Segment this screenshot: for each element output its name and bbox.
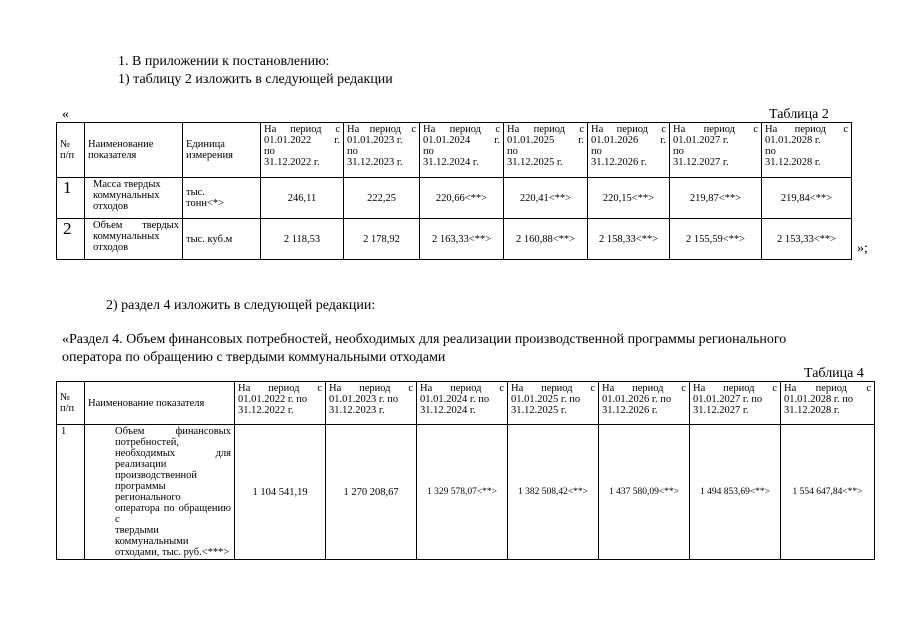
table-cell: 1 104 541,19 bbox=[235, 425, 326, 560]
header-line: Наименование bbox=[88, 139, 154, 150]
table2-header-period bbox=[762, 123, 852, 178]
header-line: 31.12.2028 г. bbox=[765, 157, 821, 168]
table2-header-period bbox=[261, 123, 344, 178]
table-cell: 2 163,33<**> bbox=[420, 219, 504, 260]
table4-header-period bbox=[417, 382, 508, 425]
section4-title-line2: оператора по обращению с твердыми коммунальными отходами bbox=[62, 350, 446, 365]
row-name bbox=[85, 178, 183, 219]
paragraph-3: 2) раздел 4 изложить в следующей редакции: bbox=[106, 298, 376, 313]
header-line: На период с bbox=[693, 383, 777, 394]
table2-header-period bbox=[420, 123, 504, 178]
header-line: 01.01.2026 г. bbox=[591, 135, 666, 146]
section4-title-line1: «Раздел 4. Объем финансовых потребностей, необходимых для реализации производственной программы регионального bbox=[62, 332, 787, 347]
header-line: 31.12.2022 г. bbox=[264, 157, 320, 168]
table-cell: 2 158,33<**> bbox=[588, 219, 670, 260]
table4-header-period bbox=[690, 382, 781, 425]
table-row bbox=[57, 425, 875, 560]
header-line: 01.01.2028 г. по bbox=[784, 394, 854, 405]
header-line: измерения bbox=[186, 150, 233, 161]
table4-header-period bbox=[235, 382, 326, 425]
row-unit bbox=[183, 178, 261, 219]
table2-header-unit bbox=[183, 123, 261, 178]
header-line: 01.01.2023 г. по bbox=[329, 394, 399, 405]
row-number: 2 bbox=[57, 219, 85, 260]
header-line: 01.01.2024 г. bbox=[423, 135, 500, 146]
table-cell: 219,84<**> bbox=[762, 178, 852, 219]
header-line: 01.01.2026 г. по bbox=[602, 394, 672, 405]
table-2 bbox=[56, 122, 852, 260]
row-name bbox=[85, 425, 235, 560]
header-line: Единица bbox=[186, 139, 225, 150]
header-line: № bbox=[60, 392, 71, 403]
paragraph-1: 1. В приложении к постановлению: bbox=[118, 54, 330, 69]
header-line: На период с bbox=[765, 124, 848, 135]
table2-header-period bbox=[670, 123, 762, 178]
table-row bbox=[57, 178, 852, 219]
table-cell: 222,25 bbox=[344, 178, 420, 219]
name-line: отходов bbox=[93, 242, 129, 253]
table4-header-period bbox=[508, 382, 599, 425]
table-cell: 2 118,53 bbox=[261, 219, 344, 260]
header-line: № bbox=[60, 139, 71, 150]
name-line: отходами, тыс. руб.<***> bbox=[115, 547, 230, 558]
row-unit bbox=[183, 219, 261, 260]
row-number: 1 bbox=[57, 425, 85, 560]
table-cell: 220,66<**> bbox=[420, 178, 504, 219]
name-line: Объем финансовых bbox=[115, 426, 231, 437]
table-cell: 1 554 647,84<**> bbox=[781, 425, 875, 560]
table2-header-period bbox=[588, 123, 670, 178]
header-line: На период с bbox=[329, 383, 413, 394]
header-line: 31.12.2027 г. bbox=[673, 157, 729, 168]
header-line: 31.12.2023 г. bbox=[329, 405, 385, 416]
header-line: 01.01.2022 г. bbox=[264, 135, 340, 146]
table-cell: 2 155,59<**> bbox=[670, 219, 762, 260]
header-line: На период с bbox=[423, 124, 500, 135]
unit-line: тонн<*> bbox=[186, 198, 225, 209]
quote-close: »; bbox=[857, 241, 868, 256]
table-cell: 220,15<**> bbox=[588, 178, 670, 219]
header-line: по bbox=[347, 146, 358, 157]
name-line: реализации bbox=[115, 459, 167, 470]
table4-header-row bbox=[57, 382, 875, 425]
row-number: 1 bbox=[57, 178, 85, 219]
table4-header-period bbox=[781, 382, 875, 425]
table-cell: 1 270 208,67 bbox=[326, 425, 417, 560]
header-line: 31.12.2028 г. bbox=[784, 405, 840, 416]
header-line: 31.12.2025 г. bbox=[507, 157, 563, 168]
table2-header-period bbox=[504, 123, 588, 178]
header-line: по bbox=[507, 146, 518, 157]
name-line: коммунальных bbox=[93, 190, 160, 201]
header-line: по bbox=[765, 146, 776, 157]
name-line: программы регионального bbox=[115, 481, 181, 503]
header-line: 31.12.2022 г. bbox=[238, 405, 294, 416]
name-line: Масса твердых bbox=[93, 179, 161, 190]
table-cell: 246,11 bbox=[261, 178, 344, 219]
table-cell: 1 382 508,42<**> bbox=[508, 425, 599, 560]
table-cell: 220,41<**> bbox=[504, 178, 588, 219]
table-cell: 1 494 853,69<**> bbox=[690, 425, 781, 560]
table4-header-name: Наименование показателя bbox=[85, 382, 235, 425]
header-line: 01.01.2023 г. bbox=[347, 135, 403, 146]
header-line: по bbox=[673, 146, 684, 157]
table2-header-num bbox=[57, 123, 85, 178]
table-cell: 2 178,92 bbox=[344, 219, 420, 260]
header-line: показателя bbox=[88, 150, 137, 161]
name-line: твердыми коммунальными bbox=[115, 525, 189, 547]
header-line: 01.01.2028 г. bbox=[765, 135, 821, 146]
header-line: На период с bbox=[347, 124, 416, 135]
header-line: п/п bbox=[60, 403, 75, 414]
header-line: 01.01.2027 г. bbox=[673, 135, 729, 146]
table4-caption: Таблица 4 bbox=[804, 366, 864, 381]
row-name bbox=[85, 219, 183, 260]
table2-header-row bbox=[57, 123, 852, 178]
name-line: коммунальных bbox=[93, 231, 160, 242]
header-line: 01.01.2025 г. по bbox=[511, 394, 581, 405]
header-line: На период с bbox=[420, 383, 504, 394]
header-line: На период с bbox=[264, 124, 340, 135]
header-line: На период с bbox=[507, 124, 584, 135]
header-line: На период с bbox=[238, 383, 322, 394]
table-cell: 2 153,33<**> bbox=[762, 219, 852, 260]
paragraph-2: 1) таблицу 2 изложить в следующей редакции bbox=[118, 72, 393, 87]
header-line: На период с bbox=[591, 124, 666, 135]
name-line: Объем твердых bbox=[93, 220, 179, 231]
header-line: по bbox=[264, 146, 275, 157]
header-line: 31.12.2026 г. bbox=[602, 405, 658, 416]
table-cell: 1 329 578,07<**> bbox=[417, 425, 508, 560]
table-row bbox=[57, 219, 852, 260]
table2-header-name bbox=[85, 123, 183, 178]
quote-open: « bbox=[62, 107, 69, 122]
table4-header-num bbox=[57, 382, 85, 425]
header-line: по bbox=[423, 146, 434, 157]
header-line: На период с bbox=[784, 383, 871, 394]
header-line: 31.12.2027 г. bbox=[693, 405, 749, 416]
header-line: 01.01.2024 г. по bbox=[420, 394, 490, 405]
header-line: 31.12.2024 г. bbox=[423, 157, 479, 168]
table2-header-period bbox=[344, 123, 420, 178]
header-line: по bbox=[591, 146, 602, 157]
table4-header-period bbox=[599, 382, 690, 425]
table-cell: 219,87<**> bbox=[670, 178, 762, 219]
name-line: отходов bbox=[93, 201, 129, 212]
header-line: На период с bbox=[673, 124, 758, 135]
table4-header-period bbox=[326, 382, 417, 425]
unit-line: тыс. куб.м bbox=[186, 233, 233, 245]
name-line: потребностей, bbox=[115, 437, 179, 448]
unit-line: тыс. bbox=[186, 187, 205, 198]
header-line: 01.01.2027 г. по bbox=[693, 394, 763, 405]
header-line: 31.12.2026 г. bbox=[591, 157, 647, 168]
name-line: производственной bbox=[115, 470, 197, 481]
header-line: п/п bbox=[60, 150, 75, 161]
name-line: необходимых для bbox=[115, 448, 231, 459]
header-line: На период с bbox=[602, 383, 686, 394]
table-cell: 2 160,88<**> bbox=[504, 219, 588, 260]
header-line: 31.12.2025 г. bbox=[511, 405, 567, 416]
header-line: 31.12.2024 г. bbox=[420, 405, 476, 416]
header-line: 01.01.2022 г. по bbox=[238, 394, 308, 405]
table-cell: 1 437 580,09<**> bbox=[599, 425, 690, 560]
table-4 bbox=[56, 381, 875, 560]
header-line: На период с bbox=[511, 383, 595, 394]
header-line: 31.12.2023 г. bbox=[347, 157, 403, 168]
table2-caption: Таблица 2 bbox=[769, 107, 829, 122]
header-line: 01.01.2025 г. bbox=[507, 135, 584, 146]
name-line: оператора по обращению с bbox=[115, 503, 231, 525]
